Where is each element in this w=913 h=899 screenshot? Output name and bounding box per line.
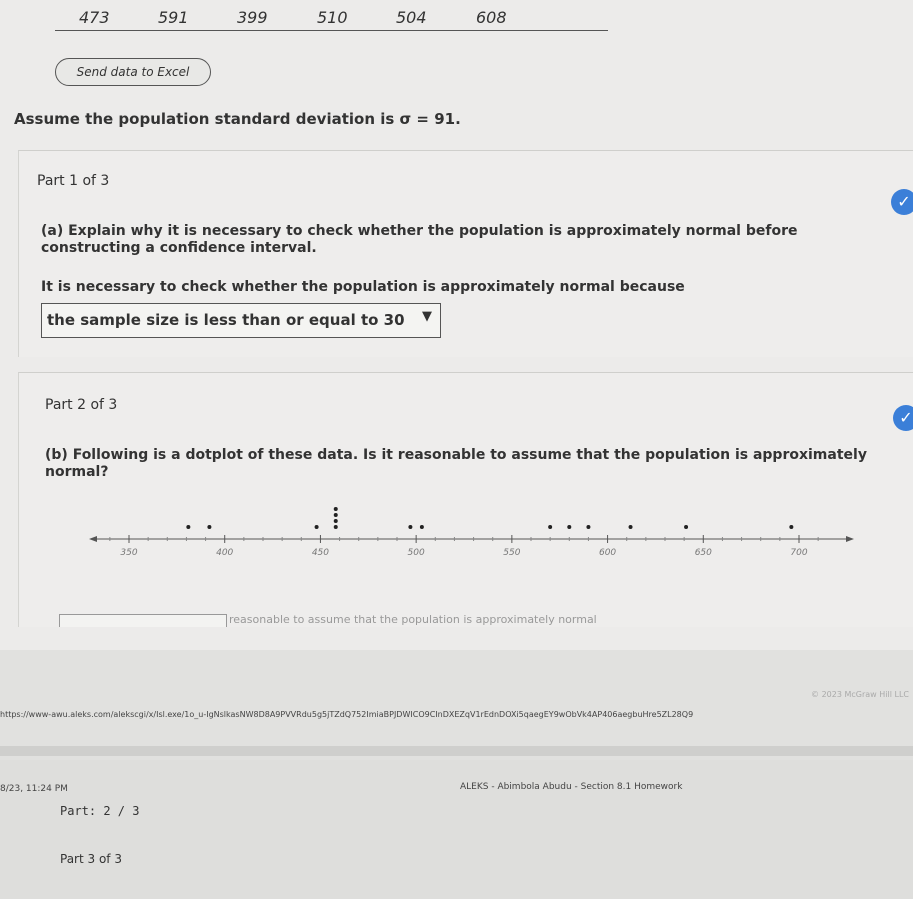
data-cell: 504 [396,8,427,27]
axis-tick-label: 650 [694,548,712,558]
data-table-row [55,4,608,31]
dotplot-point [789,525,793,529]
part-2-panel [18,372,913,627]
next-page [0,760,913,899]
answer-intro: It is necessary to check whether the population is approximately normal because [41,279,685,295]
axis-tick-label: 350 [120,548,138,558]
axis-arrow-left [89,536,97,542]
data-cell: 591 [158,8,189,27]
part-2-dropdown[interactable] [59,614,227,627]
part-progress: Part: 2 / 3 [60,804,140,818]
copyright: © 2023 McGraw Hill LLC [811,690,909,699]
chevron-down-icon: ▼ [422,309,432,324]
assumption-text: Assume the population standard deviation is σ = 91. [14,110,461,128]
dropdown-value: the sample size is less than or equal to 30 [47,311,405,329]
axis-tick-label: 400 [216,548,234,558]
part-2-label: Part 2 of 3 [45,397,118,413]
data-cell: 510 [317,8,348,27]
dotplot-point [567,525,571,529]
page-title: ALEKS - Abimbola Abudu - Section 8.1 Homework [460,782,683,792]
axis-arrow-right [846,536,854,542]
page-url: https://www-awu.aleks.com/alekscgi/x/Isl.exe/1o_u-IgNslkasNW8D8A9PVVRdu5g5jTZdQ752ImiaBPJDWICO9CInDXEZqV1rEdnDOXi5qaegEY9wObVk4AP406aegbuHre5ZL28Q9 [0,710,694,719]
axis-tick-label: 600 [598,548,617,558]
part-2-question: (b) Following is a dotplot of these data. Is it reasonable to assume that the population is approximately normal? [45,447,867,480]
dotplot-point [420,525,424,529]
axis-tick-label: 700 [790,548,808,558]
dotplot-point [334,513,338,517]
dotplot-point [334,519,338,523]
dotplot-point [548,525,552,529]
part-1-question: (a) Explain why it is necessary to check whether the population is approximately normal before constructing a confidence interval. [41,223,798,256]
part-1-label: Part 1 of 3 [37,173,110,189]
dotplot-point [334,507,338,511]
dotplot-point [334,525,338,529]
dotplot-point [186,525,190,529]
dotplot-point [684,525,688,529]
axis-tick-label: 450 [311,548,330,558]
timestamp: 8/23, 11:24 PM [0,784,68,794]
part-1-panel [18,150,913,357]
dotplot-point [408,525,412,529]
data-cell: 608 [476,8,507,27]
axis-tick-label: 550 [503,548,521,558]
check-icon: ✓ [893,405,913,431]
part-3-label: Part 3 of 3 [60,852,122,866]
data-cell: 399 [237,8,268,27]
part-2-answer-text: reasonable to assume that the population is approximately normal [229,613,597,626]
dotplot [89,491,859,561]
data-cell: 473 [79,8,110,27]
dotplot-point [629,525,633,529]
divider [0,746,913,756]
dotplot-point [315,525,319,529]
dotplot-point [207,525,211,529]
print-footer [0,650,913,760]
dotplot-point [586,525,590,529]
send-to-excel-button[interactable]: Send data to Excel [55,58,211,86]
axis-tick-label: 500 [407,548,425,558]
check-icon: ✓ [891,189,913,215]
reason-dropdown[interactable] [41,303,441,338]
